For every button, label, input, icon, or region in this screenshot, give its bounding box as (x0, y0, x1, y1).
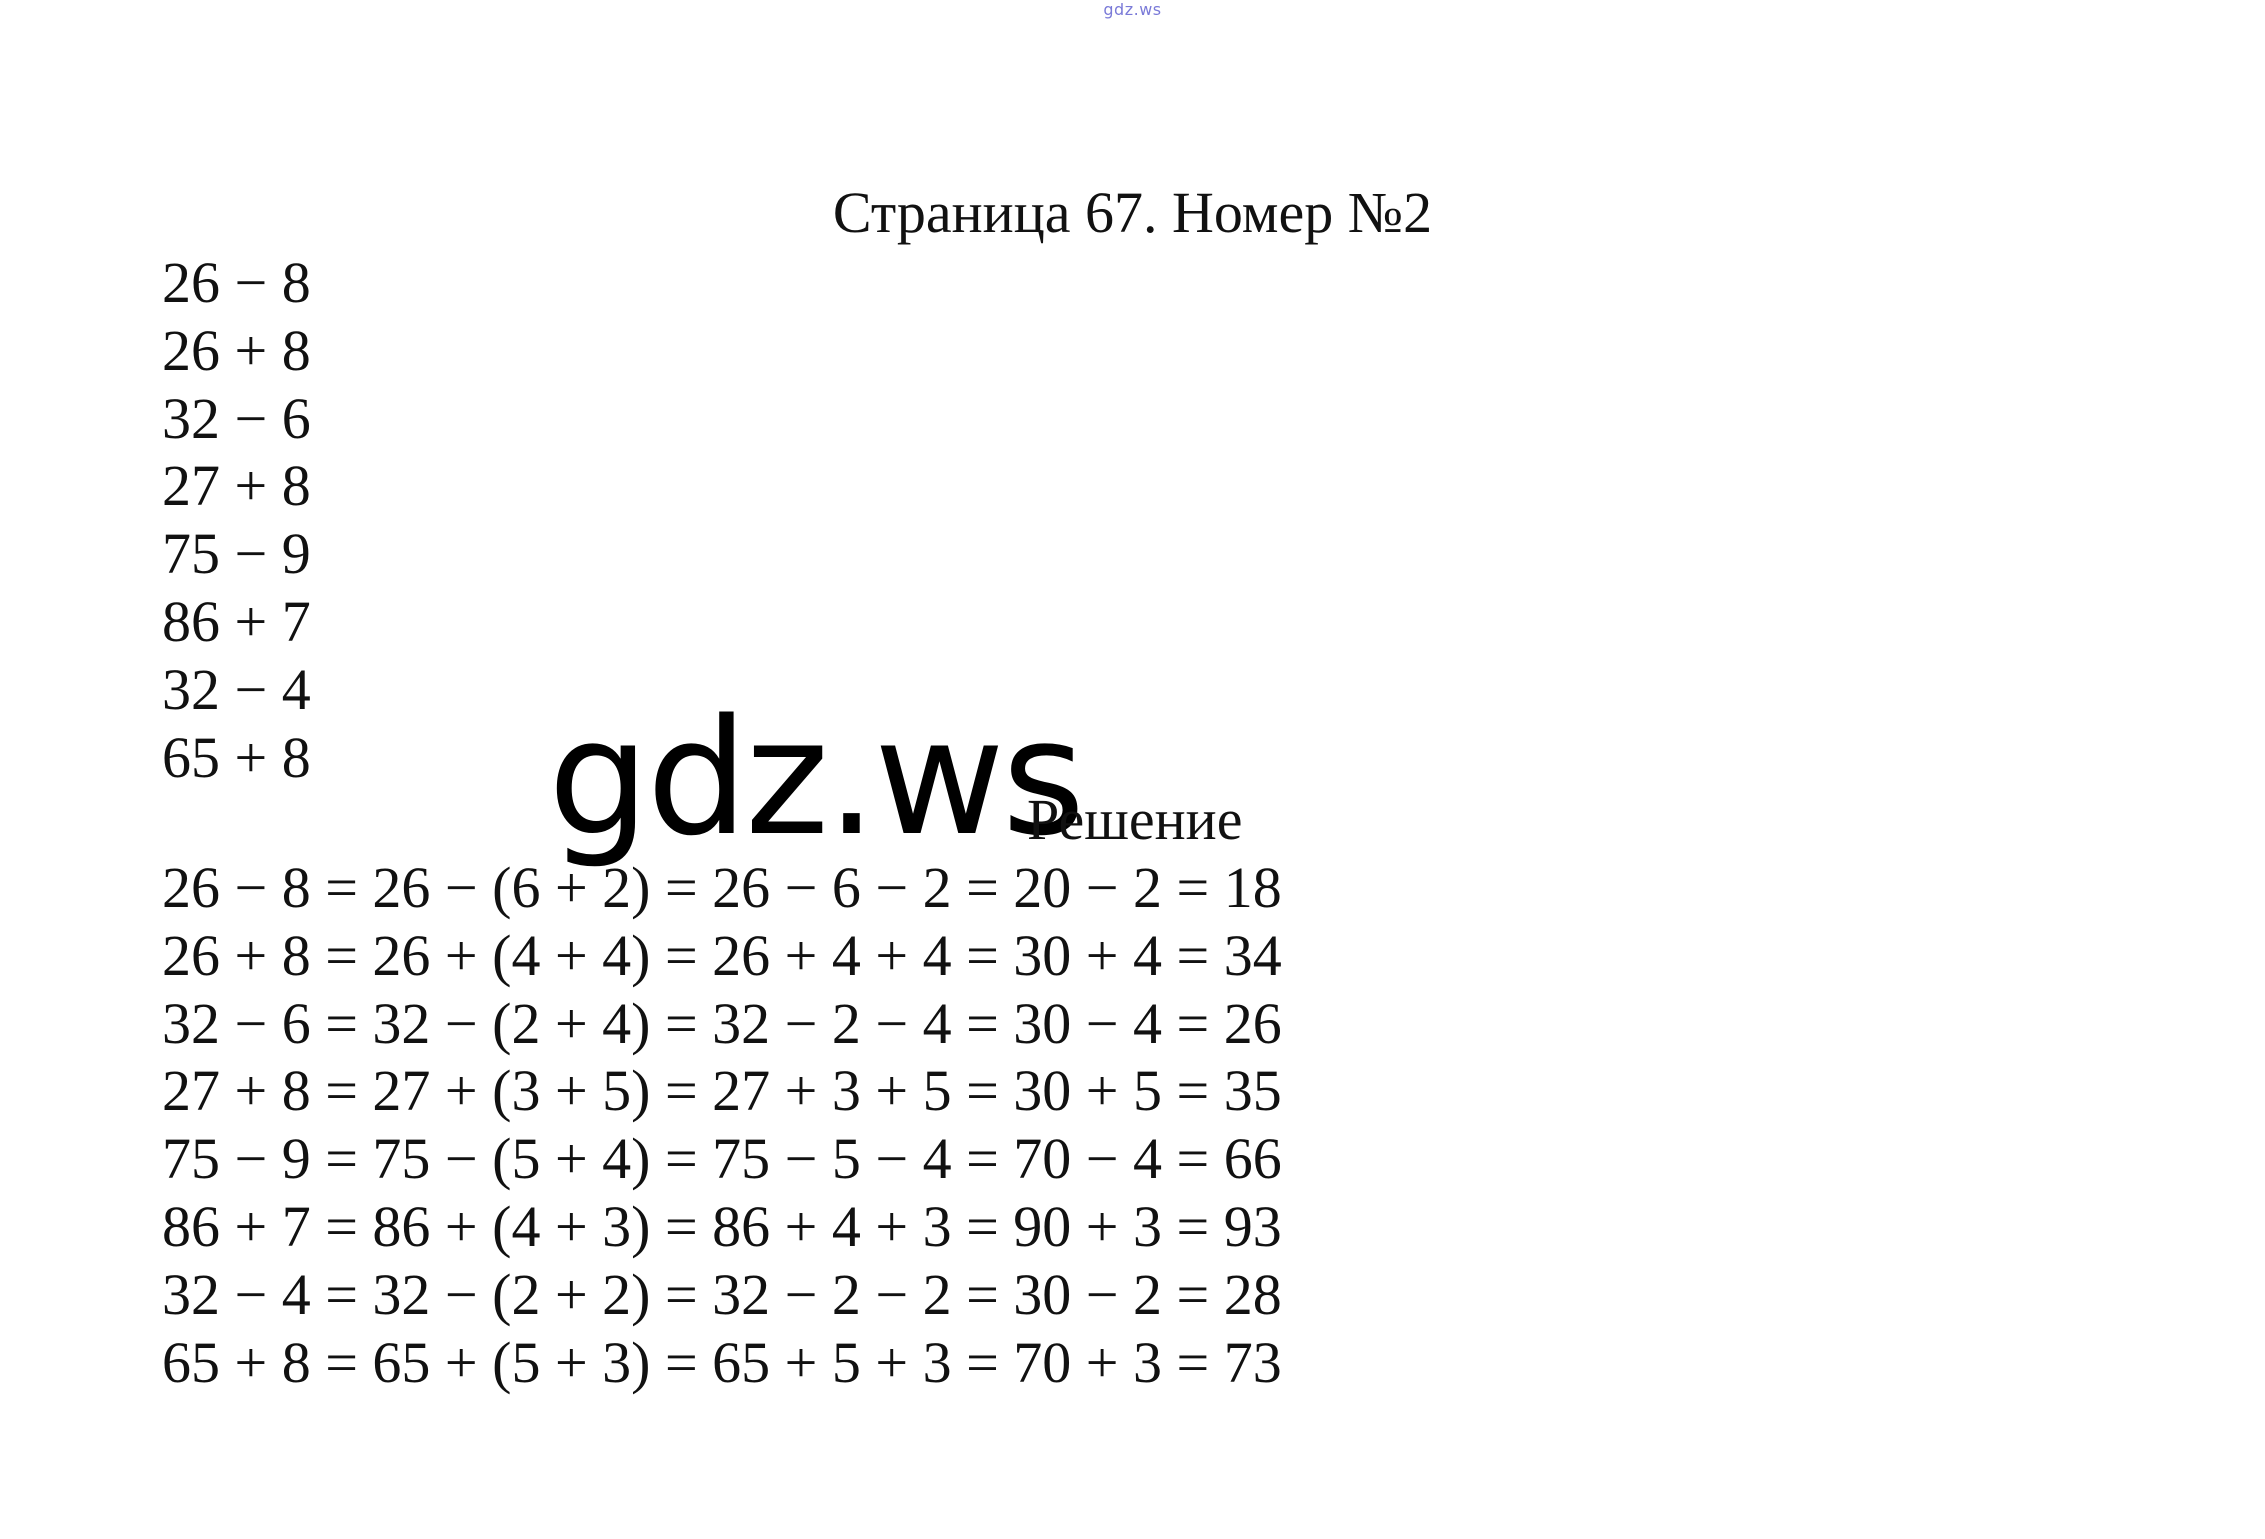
solution-list (162, 854, 1282, 1396)
solution-line: 75 − 9 = 75 − (5 + 4) = 75 − 5 − 4 = 70 − 4 = 66 (162, 1126, 1282, 1192)
page-title: Страница 67. Номер №2 (832, 180, 1433, 245)
problem-line: 26 + 8 (162, 317, 311, 383)
solution-line: 26 + 8 = 26 + (4 + 4) = 26 + 4 + 4 = 30 + 4 = 34 (162, 922, 1282, 988)
problem-line: 26 − 8 (162, 250, 311, 315)
solution-line: 32 − 4 = 32 − (2 + 2) = 32 − 2 − 2 = 30 − 2 = 28 (162, 1261, 1282, 1327)
problem-line: 65 + 8 (162, 724, 311, 790)
problem-list (162, 249, 311, 791)
problem-line: 75 − 9 (162, 521, 311, 587)
problem-line: 32 − 4 (162, 656, 311, 722)
solution-line: 65 + 8 = 65 + (5 + 3) = 65 + 5 + 3 = 70 + 3 = 73 (162, 1329, 1282, 1395)
solution-line: 26 − 8 = 26 − (6 + 2) = 26 − 6 − 2 = 20 − 2 = 18 (162, 855, 1282, 920)
gdz-logo-watermark: gdz.ws (548, 684, 1083, 871)
solution-line: 32 − 6 = 32 − (2 + 4) = 32 − 2 − 4 = 30 − 4 = 26 (162, 990, 1282, 1056)
solution-heading: Решение (1027, 787, 1243, 852)
problem-line: 86 + 7 (162, 588, 311, 654)
problem-line: 27 + 8 (162, 453, 311, 519)
top-watermark-text: gdz.ws (1103, 0, 1162, 19)
problem-line: 32 − 6 (162, 385, 311, 451)
solution-line: 86 + 7 = 86 + (4 + 3) = 86 + 4 + 3 = 90 + 3 = 93 (162, 1193, 1282, 1259)
solution-line: 27 + 8 = 27 + (3 + 5) = 27 + 3 + 5 = 30 + 5 = 35 (162, 1058, 1282, 1124)
